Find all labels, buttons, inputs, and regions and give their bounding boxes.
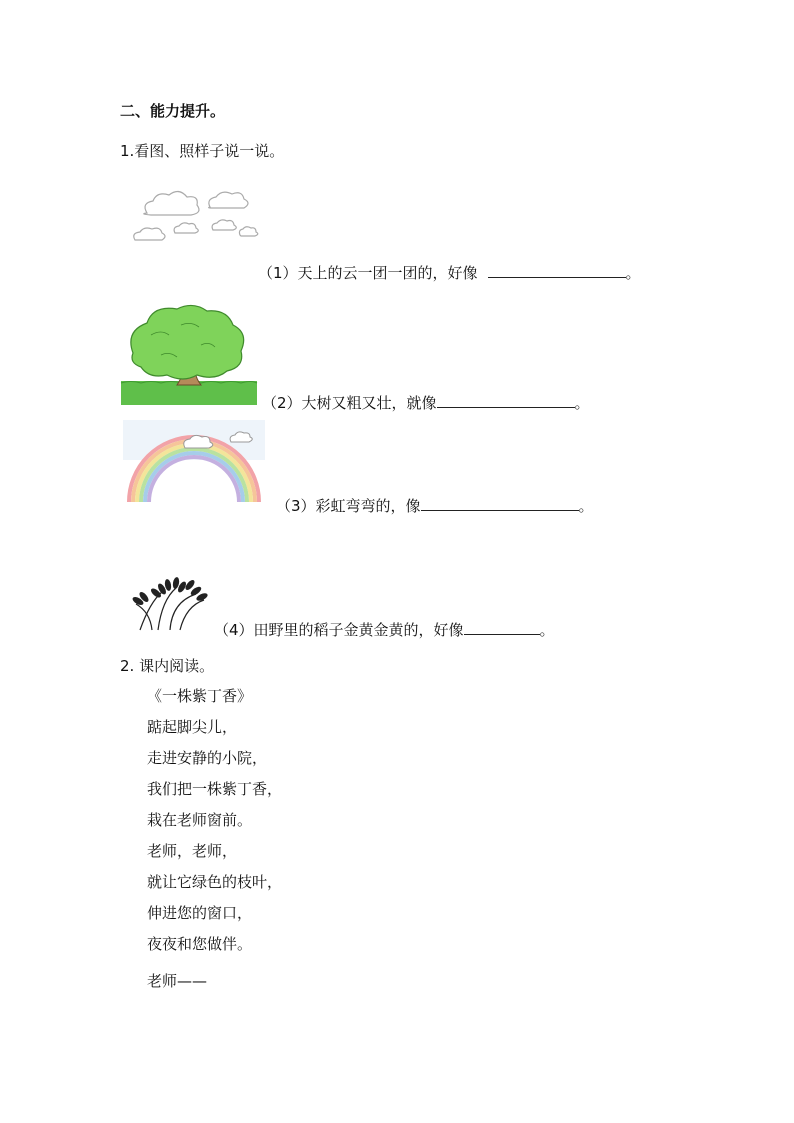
section-title: 二、能力提升。 <box>120 102 226 120</box>
item-4-end: 。 <box>539 621 555 639</box>
cloud-shape <box>174 223 198 233</box>
poem-line: 走进安静的小院， <box>147 749 268 767</box>
question-1-item-3 <box>276 495 594 516</box>
poem-line: 踮起脚尖儿， <box>147 718 238 736</box>
question-1-item-2 <box>262 392 590 413</box>
question-2-prompt: 2. 课内阅读。 <box>120 657 215 675</box>
answer-blank-2[interactable] <box>437 393 575 408</box>
cloud-shape <box>209 192 248 208</box>
item-3-text: （3）彩虹弯弯的，像 <box>276 497 421 515</box>
poem-line: 我们把一株紫丁香， <box>147 780 283 798</box>
item-2-text: （2）大树又粗又壮，就像 <box>262 394 437 412</box>
question-1-item-4 <box>214 619 555 640</box>
answer-blank-1[interactable] <box>488 263 626 278</box>
poem-line: 老师—— <box>147 972 208 990</box>
item-2-end: 。 <box>574 394 590 412</box>
poem-line: 夜夜和您做伴。 <box>147 935 253 953</box>
answer-blank-4[interactable] <box>464 620 540 635</box>
poem-title: 《一株紫丁香》 <box>147 687 253 705</box>
poem-line: 栽在老师窗前。 <box>147 811 253 829</box>
question-1-item-1 <box>258 262 641 283</box>
item-1-text: （1）天上的云一团一团的，好像 <box>258 264 478 282</box>
poem-line: 伸进您的窗口， <box>147 904 253 922</box>
cloud-shape <box>144 191 199 215</box>
item-1-end: 。 <box>625 264 641 282</box>
answer-blank-3[interactable] <box>421 496 579 511</box>
rainbow-picture <box>123 420 265 504</box>
question-1-prompt: 1.看图、照样子说一说。 <box>120 142 285 160</box>
item-4-text: （4）田野里的稻子金黄金黄的，好像 <box>214 621 464 639</box>
item-3-end: 。 <box>578 497 594 515</box>
poem-line: 就让它绿色的枝叶， <box>147 873 283 891</box>
cloud-shape <box>239 227 257 236</box>
tree-picture <box>121 305 257 405</box>
cloud-shape <box>212 220 236 230</box>
clouds-picture <box>125 185 265 255</box>
cloud-shape <box>134 228 165 240</box>
poem-line: 老师，老师， <box>147 842 238 860</box>
rice-picture <box>130 575 210 630</box>
